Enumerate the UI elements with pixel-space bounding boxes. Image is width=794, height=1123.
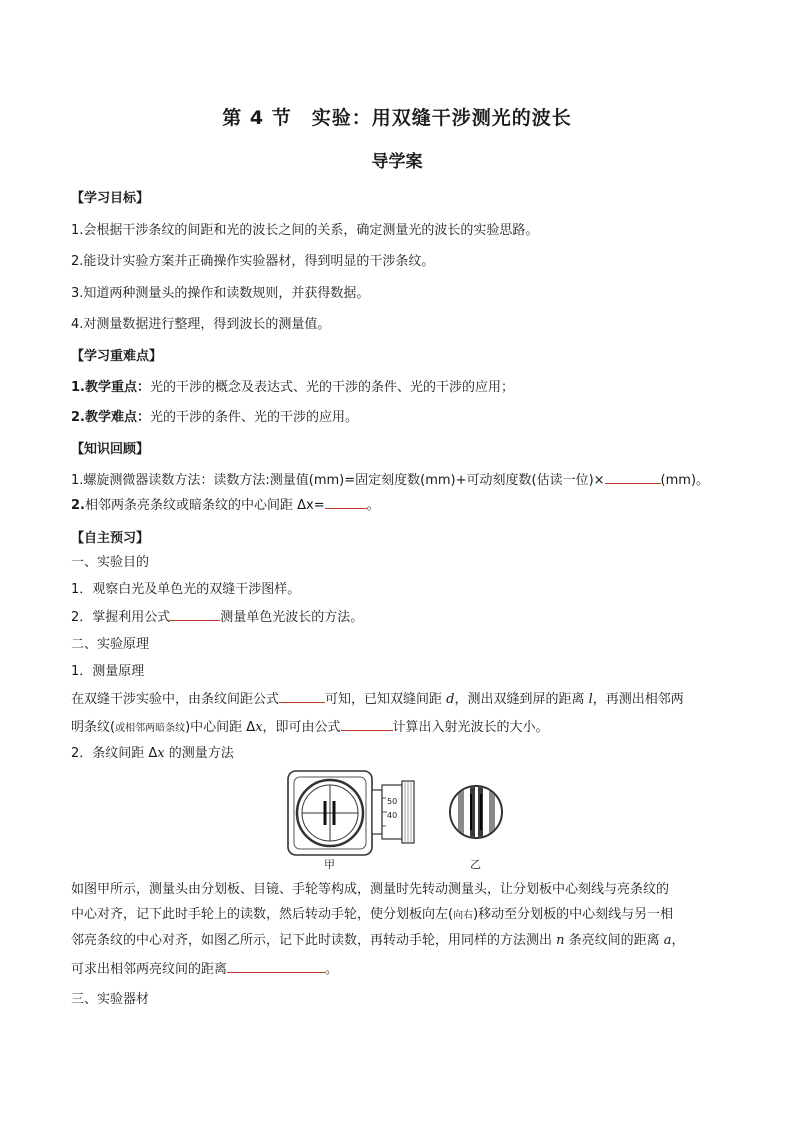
bright-fringe — [464, 786, 470, 838]
variable-n: n — [556, 933, 565, 948]
variable-x: x — [157, 746, 165, 761]
measuring-head-diagram — [286, 768, 506, 868]
preview-header: 【自主预习】 — [71, 531, 150, 546]
goals-header: 【学习目标】 — [71, 191, 150, 206]
variable-d: d — [446, 692, 455, 707]
section-heading: 三、实验器材 — [71, 992, 150, 1007]
review-item-2-text: 相邻两条亮条纹或暗条纹的中心间距 Δx= — [84, 498, 325, 513]
review-item-1 — [71, 469, 709, 488]
small-text: 或相邻两暗条纹 — [115, 723, 186, 734]
text-span: )移动至分划板的中心刻线与另一相 — [473, 907, 674, 922]
keypoint-focus — [71, 376, 514, 395]
text-span: 明条纹( — [71, 720, 116, 735]
paragraph-line — [71, 742, 234, 761]
bright-fringe — [483, 786, 489, 838]
review-item-1-text: 1.螺旋测微器读数方法：读数方法:测量值(mm)=固定刻度数(mm)+可动刻度数(估读一位)× — [71, 473, 605, 488]
dark-fringe — [458, 786, 464, 838]
keypoint-focus-label: 1.教学重点： — [71, 380, 150, 395]
text-span: 可知，已知双缝间距 — [325, 692, 447, 707]
keypoint-difficulty-label: 2.教学难点： — [71, 410, 150, 425]
text-span: )中心间距 Δ — [185, 720, 256, 735]
answer-blank[interactable] — [227, 960, 325, 973]
review-item-2-label: 2. — [71, 498, 85, 513]
figure-caption-left: 甲 — [324, 858, 335, 871]
text-span: 计算出入射光波长的大小。 — [392, 720, 549, 735]
paragraph-line — [71, 716, 549, 735]
text-span: ，测出双缝到屏的距离 — [454, 692, 589, 707]
paragraph-line — [71, 958, 338, 977]
text-span: ，再测出相邻两 — [592, 692, 684, 707]
text-span: 的测量方法 — [164, 746, 234, 761]
goal-item-1: 1.会根据干涉条纹的间距和光的波长之间的关系，确定测量光的波长的实验思路。 — [71, 223, 539, 238]
variable-l: l — [588, 692, 593, 707]
text-span: ，即可由公式 — [262, 720, 341, 735]
figure-caption-right: 乙 — [470, 858, 481, 871]
measuring-head-figure — [286, 768, 506, 871]
handwheel-collar — [372, 790, 382, 834]
page-subtitle: 导学案 — [371, 152, 423, 172]
text-span: 条亮纹间的距离 — [564, 933, 664, 948]
paragraph-line — [71, 606, 363, 625]
paragraph-line — [71, 903, 673, 922]
review-item-2 — [71, 494, 380, 513]
review-item-1-end: (mm)。 — [660, 473, 710, 488]
keypoints-header: 【学习重难点】 — [71, 349, 163, 364]
variable-x: x — [255, 720, 263, 735]
review-item-2-end: 。 — [366, 498, 380, 513]
bright-fringe — [475, 786, 478, 838]
text-span: 中心对齐，记下此时手轮上的读数，然后转动手轮，使分划板向左( — [71, 907, 454, 922]
text-span: 2．掌握利用公式 — [71, 610, 171, 625]
goal-item-2: 2.能设计实验方案并正确操作实验器材，得到明显的干涉条纹。 — [71, 254, 435, 269]
text-span: 2．条纹间距 Δ — [71, 746, 158, 761]
keypoint-difficulty — [71, 406, 358, 425]
text-span: 邻亮条纹的中心对齐，如图乙所示，记下此时读数，再转动手轮，用同样的方法测出 — [71, 933, 557, 948]
text-span: ， — [671, 933, 685, 948]
paragraph-line — [71, 688, 684, 707]
goal-item-3: 3.知道两种测量头的操作和读数规则，并获得数据。 — [71, 286, 370, 301]
answer-blank[interactable] — [325, 496, 367, 509]
paragraph-line: 如图甲所示，测量头由分划板、目镜、手轮等构成，测量时先转动测量头，让分划板中心刻线与亮条纹的 — [71, 882, 670, 897]
scale-label: 50 — [387, 797, 398, 806]
review-header: 【知识回顾】 — [71, 442, 150, 457]
section-heading: 一、实验目的 — [71, 555, 150, 570]
paragraph-line: 1．测量原理 — [71, 664, 145, 679]
paragraph-line — [71, 929, 685, 948]
text-span: 。 — [325, 962, 339, 977]
variable-a: a — [663, 933, 672, 948]
text-span: 测量单色光波长的方法。 — [220, 610, 364, 625]
answer-blank[interactable] — [341, 718, 393, 731]
text-span: 可求出相邻两亮纹间的距离 — [71, 962, 228, 977]
paragraph-line: 1．观察白光及单色光的双缝干涉图样。 — [71, 582, 301, 597]
answer-blank[interactable] — [170, 608, 220, 621]
section-heading: 二、实验原理 — [71, 637, 150, 652]
keypoint-difficulty-text: 光的干涉的条件、光的干涉的应用。 — [149, 410, 358, 425]
page-title: 第 4 节 实验：用双缝干涉测光的波长 — [222, 107, 572, 129]
goal-item-4: 4.对测量数据进行整理，得到波长的测量值。 — [71, 317, 331, 332]
keypoint-focus-text: 光的干涉的概念及表达式、光的干涉的条件、光的干涉的应用； — [149, 380, 514, 395]
answer-blank[interactable] — [279, 690, 325, 703]
answer-blank[interactable] — [605, 471, 661, 484]
text-span: 在双缝干涉实验中，由条纹间距公式 — [71, 692, 280, 707]
small-text: 向右 — [453, 910, 474, 921]
scale-label: 40 — [387, 811, 398, 820]
